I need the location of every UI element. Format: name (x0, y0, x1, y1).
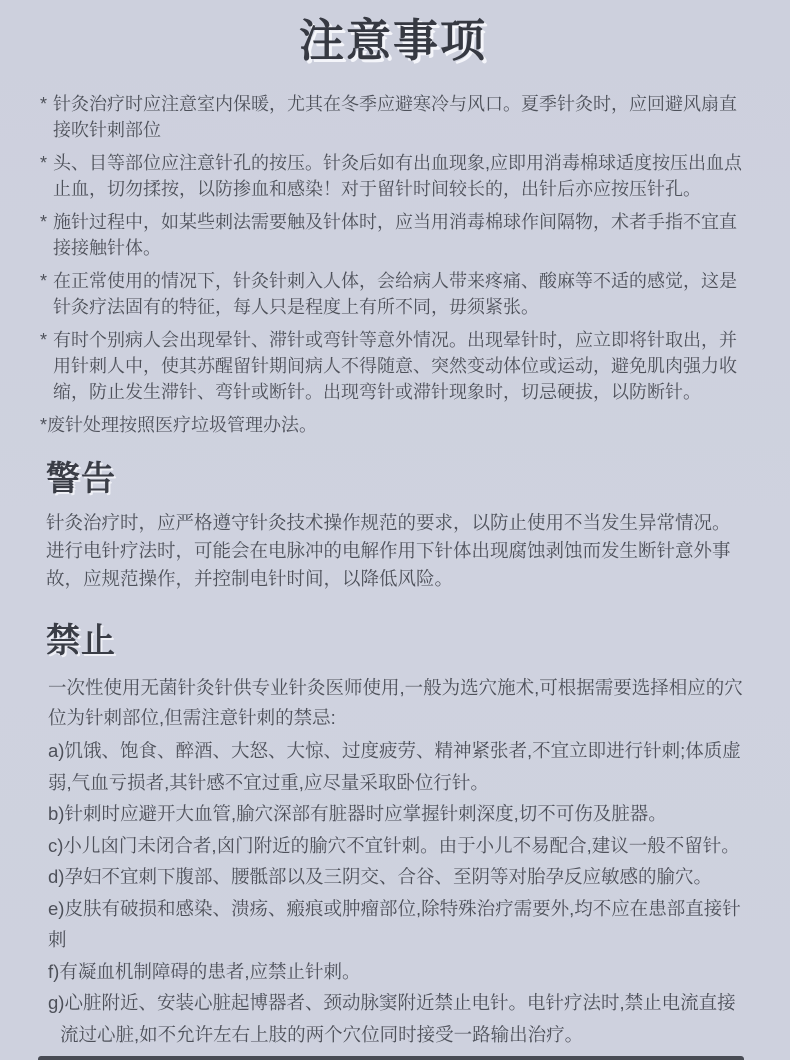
warning-heading: 警告 (46, 460, 116, 498)
bullet-asterisk: * (40, 330, 48, 350)
page-title: 注意事项 (298, 15, 487, 66)
item-label: d) (48, 866, 65, 887)
precaution-text: 头、目等部位应注意针孔的按压。针灸后如有出血现象,应即用消毒棉球适度按压出血点止血，切勿揉按，以防掺血和感染！对于留针时间较长的，出针后亦应按压针孔。 (53, 153, 743, 199)
precaution-item (40, 150, 746, 202)
prohibition-item (48, 735, 746, 798)
bullet-asterisk: * (40, 271, 48, 291)
warning-section (40, 457, 746, 593)
item-label: b) (48, 803, 65, 824)
item-text: 小儿囟门未闭合者,囟门附近的腧穴不宜针刺。由于小儿不易配合,建议一般不留针。 (63, 834, 740, 856)
item-label: e) (48, 897, 65, 919)
item-label: g) (48, 992, 65, 1013)
precaution-text: 针灸治疗时应注意室内保暖，尤其在冬季应避寒冷与风口。夏季针灸时，应回避风扇直接吹针刺部位 (53, 94, 738, 140)
item-text: 心脏附近、安装心脏起博器者、颈动脉窦附近禁止电针。电针疗法时,禁止电流直接流过心脏,如不允许左右上肢的两个穴位同时接受一路输出治疗。 (60, 992, 736, 1045)
bullet-asterisk: * (40, 212, 48, 232)
prohibition-item (48, 861, 746, 893)
prohibition-item (48, 987, 746, 1050)
precaution-item (40, 268, 746, 320)
prohibition-list (40, 735, 746, 1050)
precaution-item (40, 412, 746, 438)
bullet-asterisk: * (40, 153, 48, 173)
prohibition-item (48, 798, 746, 830)
warning-body-text: 针灸治疗时，应严格遵守针灸技术操作规范的要求，以防止使用不当发生异常情况。进行电针疗法时，可能会在电脉冲的电解作用下针体出现腐蚀剥蚀而发生断针意外事故，应规范操作，并控制电针时间，以降低风险。 (46, 512, 731, 589)
prohibition-item (48, 956, 746, 988)
item-label: a) (48, 740, 65, 761)
precautions-list (40, 91, 746, 438)
prohibition-item (48, 893, 746, 956)
bullet-asterisk: * (40, 415, 48, 435)
precaution-text: 在正常使用的情况下，针灸针刺入人体，会给病人带来疼痛、酸麻等不适的感觉，这是针灸疗法固有的特征，每人只是程度上有所不同，毋须紧张。 (53, 271, 738, 317)
prohibition-section (40, 619, 746, 1050)
item-label: c) (48, 834, 64, 856)
item-label: f) (48, 960, 60, 982)
item-text: 饥饿、饱食、醉酒、大怒、大惊、过度疲劳、精神紧张者,不宜立即进行针刺;体质虚弱,气血亏损者,其针感不宜过重,应尽量采取卧位行针。 (48, 740, 741, 793)
item-text: 有凝血机制障碍的患者,应禁止针刺。 (59, 960, 361, 982)
item-text: 针刺时应避开大血管,腧穴深部有脏器时应掌握针刺深度,切不可伤及脏器。 (64, 803, 667, 824)
prohibition-intro: 一次性使用无菌针灸针供专业针灸医师使用,一般为选穴施术,可根据需要选择相应的穴位为针刺部位,但需注意针刺的禁忌: (48, 677, 743, 728)
prohibition-heading: 禁止 (46, 622, 116, 660)
precaution-text: 废针处理按照医疗垃圾管理办法。 (47, 415, 318, 435)
precaution-text: 施针过程中，如某些刺法需要触及针体时，应当用消毒棉球作间隔物，术者手指不宜直接接触针体。 (53, 212, 738, 258)
item-text: 孕妇不宜刺下腹部、腰骶部以及三阴交、合谷、至阴等对胎孕反应敏感的腧穴。 (64, 866, 712, 887)
bullet-asterisk: * (40, 94, 48, 114)
precaution-text: 有时个别病人会出现晕针、滞针或弯针等意外情况。出现晕针时，应立即将针取出，并用针刺人中，使其苏醒留针期间病人不得随意、突然变动体位或运动，避免肌肉强力收缩，防止发生滞针、弯针或断针。出现弯针或滞针现象时，切忌硬拔，以防断针。 (53, 330, 738, 402)
precaution-item (40, 91, 746, 143)
prohibition-item (48, 830, 746, 862)
precaution-item (40, 327, 746, 405)
next-section-divider (38, 1056, 744, 1060)
item-text: 皮肤有破损和感染、溃疡、瘢痕或肿瘤部位,除特殊治疗需要外,均不应在患部直接针刺 (48, 897, 741, 950)
precaution-item (40, 209, 746, 261)
